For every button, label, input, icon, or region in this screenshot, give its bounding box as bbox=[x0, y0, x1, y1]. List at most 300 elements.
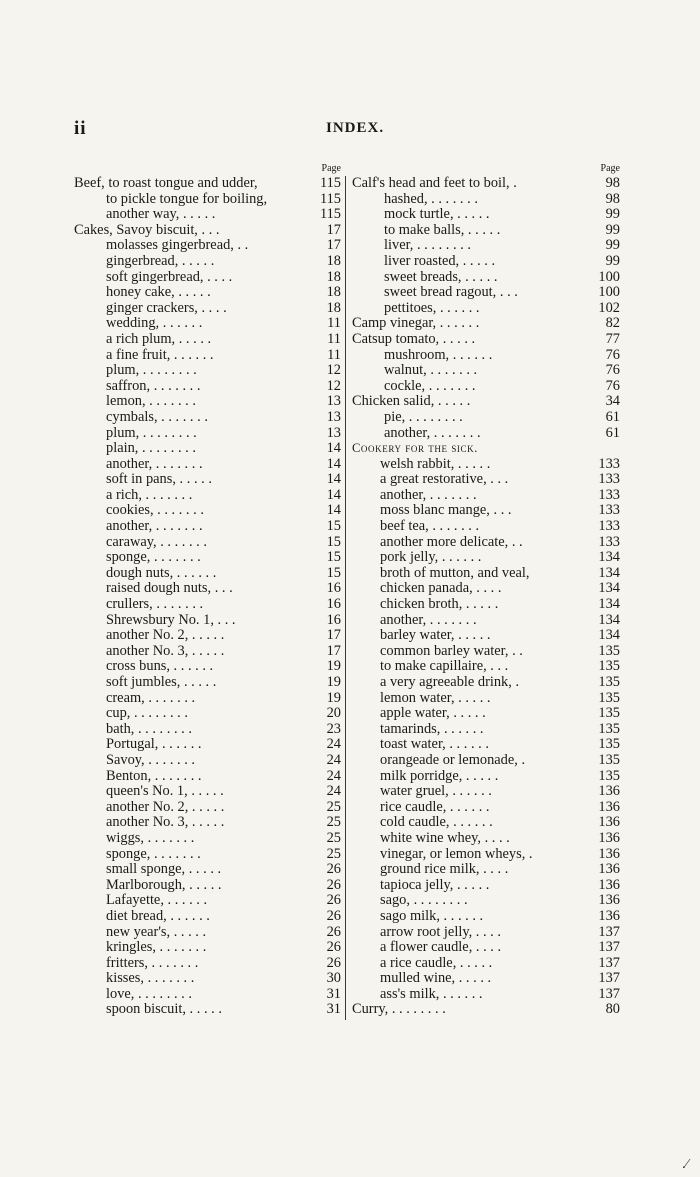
entry-text: gingerbread, . . . . . bbox=[106, 252, 215, 269]
entry-page: 16 bbox=[326, 580, 341, 597]
entry-page: 115 bbox=[319, 175, 341, 191]
entry-text: caraway, . . . . . . . bbox=[106, 533, 207, 550]
entry-page: 82 bbox=[605, 315, 620, 332]
entry-page: 136 bbox=[598, 907, 620, 924]
entry-page: 11 bbox=[327, 330, 341, 347]
entry-text: dough nuts, . . . . . . bbox=[106, 564, 217, 581]
entry-text: water gruel, . . . . . . bbox=[380, 783, 492, 800]
index-entry bbox=[352, 176, 620, 192]
index-entry bbox=[74, 737, 341, 753]
index-entry bbox=[74, 800, 341, 816]
entry-page: 134 bbox=[598, 564, 620, 581]
entry-text: another No. 3, . . . . . bbox=[106, 642, 225, 659]
entry-page: 136 bbox=[598, 845, 620, 862]
entry-text: Camp vinegar, . . . . . . bbox=[352, 315, 480, 332]
entry-text: a rich, . . . . . . . bbox=[106, 486, 193, 503]
entry-page: 18 bbox=[326, 284, 341, 301]
index-entry bbox=[352, 831, 620, 847]
index-entry bbox=[74, 581, 341, 597]
index-entry bbox=[352, 581, 620, 597]
entry-page: 13 bbox=[326, 424, 341, 441]
entry-text: chicken broth, . . . . . bbox=[380, 596, 499, 613]
entry-page: 133 bbox=[598, 455, 620, 472]
index-entry bbox=[74, 659, 341, 675]
index-entry bbox=[74, 847, 341, 863]
entry-text: broth of mutton, and veal, bbox=[380, 564, 530, 581]
entry-page: 24 bbox=[326, 783, 341, 800]
entry-page: 100 bbox=[598, 268, 620, 285]
index-entry bbox=[352, 956, 620, 972]
index-entry bbox=[74, 254, 341, 270]
entry-text: sago milk, . . . . . . bbox=[380, 907, 484, 924]
entry-page: 136 bbox=[598, 798, 620, 815]
entry-page: 136 bbox=[598, 876, 620, 893]
index-entry bbox=[352, 893, 620, 909]
entry-text: hashed, . . . . . . . bbox=[384, 190, 478, 207]
entry-page: 137 bbox=[598, 970, 620, 987]
index-entry bbox=[74, 270, 341, 286]
index-entry bbox=[352, 192, 620, 208]
entry-text: cream, . . . . . . . bbox=[106, 689, 196, 706]
index-entry bbox=[352, 238, 620, 254]
entry-page: 18 bbox=[326, 252, 341, 269]
entry-text: another, . . . . . . . bbox=[380, 486, 477, 503]
index-entry bbox=[352, 987, 620, 1003]
entry-text: pettitoes, . . . . . . bbox=[384, 299, 480, 316]
index-entry bbox=[74, 753, 341, 769]
index-entry bbox=[74, 597, 341, 613]
entry-text: cup, . . . . . . . . bbox=[106, 705, 188, 722]
entry-text: honey cake, . . . . . bbox=[106, 284, 211, 301]
entry-text: another, . . . . . . . bbox=[384, 424, 481, 441]
page-title: INDEX. bbox=[326, 120, 385, 136]
index-entry bbox=[74, 862, 341, 878]
entry-page: 17 bbox=[326, 627, 341, 644]
index-column-right bbox=[352, 160, 620, 1018]
entry-page: 136 bbox=[598, 892, 620, 909]
entry-text: Calf's head and feet to boil, . bbox=[352, 175, 517, 191]
entry-text: another, . . . . . . . bbox=[106, 518, 203, 535]
entry-text: another No. 2, . . . . . bbox=[106, 627, 225, 644]
entry-page: 12 bbox=[326, 377, 341, 394]
index-entry bbox=[74, 238, 341, 254]
entry-page: 133 bbox=[598, 518, 620, 535]
index-entry bbox=[352, 254, 620, 270]
entry-text: plum, . . . . . . . . bbox=[106, 424, 197, 441]
entry-text: another No. 2, . . . . . bbox=[106, 798, 225, 815]
entry-page: 18 bbox=[326, 268, 341, 285]
index-entry bbox=[352, 223, 620, 239]
entry-text: another more delicate, . . bbox=[380, 533, 523, 550]
index-entry bbox=[74, 613, 341, 629]
entry-page: 19 bbox=[326, 689, 341, 706]
entry-text: kringles, . . . . . . . bbox=[106, 939, 207, 956]
index-entry bbox=[352, 207, 620, 223]
entry-page: 99 bbox=[605, 206, 620, 223]
entry-text: a very agreeable drink, . bbox=[380, 674, 520, 690]
entry-text: another No. 3, . . . . . bbox=[106, 814, 225, 831]
index-entry bbox=[352, 737, 620, 753]
entry-page: 133 bbox=[598, 486, 620, 503]
index-entry bbox=[352, 316, 620, 332]
index-entry bbox=[352, 800, 620, 816]
index-entry bbox=[74, 971, 341, 987]
entry-page: 31 bbox=[326, 985, 341, 1002]
index-entry bbox=[352, 332, 620, 348]
index-entry bbox=[352, 878, 620, 894]
entry-page: 135 bbox=[598, 767, 620, 784]
entry-page: 26 bbox=[326, 892, 341, 909]
entry-page: 31 bbox=[326, 1001, 341, 1018]
entry-page: 30 bbox=[326, 970, 341, 987]
entry-text: beef tea, . . . . . . . bbox=[380, 518, 480, 535]
index-entry bbox=[74, 769, 341, 785]
entry-text: Portugal, . . . . . . bbox=[106, 736, 202, 753]
index-entry bbox=[74, 909, 341, 925]
index-entry bbox=[352, 847, 620, 863]
index-entry bbox=[74, 893, 341, 909]
entry-page: 17 bbox=[326, 221, 341, 238]
entry-text: sago, . . . . . . . . bbox=[380, 892, 468, 909]
entry-page: 15 bbox=[326, 518, 341, 535]
entry-text: another, . . . . . . . bbox=[380, 611, 477, 628]
entry-page: 135 bbox=[598, 705, 620, 722]
entry-text: sweet bread ragout, . . . bbox=[384, 284, 518, 301]
entry-text: rice caudle, . . . . . . bbox=[380, 798, 490, 815]
entry-text: Catsup tomato, . . . . . bbox=[352, 330, 476, 347]
entry-text: cymbals, . . . . . . . bbox=[106, 408, 208, 425]
index-entry bbox=[352, 613, 620, 629]
entry-page: 135 bbox=[598, 642, 620, 659]
index-entry bbox=[74, 940, 341, 956]
entry-page: 14 bbox=[326, 440, 341, 457]
index-entry bbox=[352, 488, 620, 504]
index-entry bbox=[352, 862, 620, 878]
entry-page: 137 bbox=[598, 954, 620, 971]
entry-page: 25 bbox=[326, 798, 341, 815]
entry-text: kisses, . . . . . . . bbox=[106, 970, 195, 987]
entry-page: 134 bbox=[598, 627, 620, 644]
index-entry bbox=[352, 909, 620, 925]
entry-page: 23 bbox=[326, 720, 341, 737]
index-entry bbox=[74, 363, 341, 379]
entry-page: 135 bbox=[598, 720, 620, 737]
index-entry bbox=[352, 519, 620, 535]
entry-page: 136 bbox=[598, 783, 620, 800]
entry-page: 24 bbox=[326, 736, 341, 753]
index-entry bbox=[74, 831, 341, 847]
index-entry bbox=[352, 659, 620, 675]
entry-text: mulled wine, . . . . . bbox=[380, 970, 492, 987]
index-entry bbox=[352, 285, 620, 301]
column-divider bbox=[345, 176, 346, 1020]
page-number: ii bbox=[74, 118, 87, 139]
entry-text: barley water, . . . . . bbox=[380, 627, 491, 644]
entry-page: 19 bbox=[326, 674, 341, 690]
entry-text: liver, . . . . . . . . bbox=[384, 237, 471, 254]
entry-text: moss blanc mange, . . . bbox=[380, 502, 512, 519]
index-entry bbox=[74, 426, 341, 442]
entry-page: 15 bbox=[326, 564, 341, 581]
entry-page: 26 bbox=[326, 861, 341, 878]
entry-page: 13 bbox=[326, 408, 341, 425]
entry-text: raised dough nuts, . . . bbox=[106, 580, 233, 597]
entry-page: 76 bbox=[605, 377, 620, 394]
index-entry bbox=[352, 769, 620, 785]
entry-text: to make balls, . . . . . bbox=[384, 221, 501, 238]
entry-page: 20 bbox=[326, 705, 341, 722]
entry-text: Curry, . . . . . . . . bbox=[352, 1001, 446, 1018]
index-entry bbox=[74, 176, 341, 192]
entry-text: a fine fruit, . . . . . . bbox=[106, 346, 214, 363]
page-label-text: Page bbox=[600, 163, 620, 174]
entry-page: 136 bbox=[598, 861, 620, 878]
entry-page: 34 bbox=[605, 393, 620, 410]
entry-text: cross buns, . . . . . . bbox=[106, 658, 214, 675]
index-entry bbox=[74, 441, 341, 457]
index-entry bbox=[74, 301, 341, 317]
index-entry bbox=[74, 285, 341, 301]
index-entry bbox=[352, 426, 620, 442]
index-entry bbox=[74, 472, 341, 488]
index-entry bbox=[352, 675, 620, 691]
entry-text: ground rice milk, . . . . bbox=[380, 861, 509, 878]
entry-text: chicken panada, . . . . bbox=[380, 580, 502, 597]
entry-text: a rich plum, . . . . . bbox=[106, 330, 212, 347]
entry-text: liver roasted, . . . . . bbox=[384, 252, 496, 269]
index-column-left bbox=[74, 160, 341, 1018]
entry-text: Shrewsbury No. 1, . . . bbox=[106, 611, 236, 628]
entry-page: 115 bbox=[319, 206, 341, 223]
entry-page: 15 bbox=[326, 549, 341, 566]
index-entry bbox=[74, 1002, 341, 1018]
entry-page: 14 bbox=[326, 502, 341, 519]
index-entry bbox=[74, 550, 341, 566]
index-entry bbox=[74, 394, 341, 410]
page-header bbox=[0, 118, 700, 142]
entry-text: lemon water, . . . . . bbox=[380, 689, 491, 706]
entry-page: 13 bbox=[326, 393, 341, 410]
page-column-label bbox=[74, 160, 341, 176]
entry-text: queen's No. 1, . . . . . bbox=[106, 783, 224, 800]
entry-page: 16 bbox=[326, 611, 341, 628]
page-column-label bbox=[352, 160, 620, 176]
entry-page: 24 bbox=[326, 767, 341, 784]
entry-text: sweet breads, . . . . . bbox=[384, 268, 498, 285]
entry-page: 11 bbox=[327, 315, 341, 332]
entry-page: 61 bbox=[605, 424, 620, 441]
entry-text: small sponge, . . . . . bbox=[106, 861, 222, 878]
entry-page: 135 bbox=[598, 689, 620, 706]
entry-text: common barley water, . . bbox=[380, 642, 523, 659]
index-entry bbox=[352, 301, 620, 317]
index-entry bbox=[74, 535, 341, 551]
entry-page: 14 bbox=[326, 471, 341, 488]
entry-page: 99 bbox=[605, 237, 620, 254]
entry-text: toast water, . . . . . . bbox=[380, 736, 489, 753]
entry-page: 134 bbox=[598, 549, 620, 566]
entry-text: another, . . . . . . . bbox=[106, 455, 203, 472]
entry-page: 12 bbox=[326, 362, 341, 379]
entry-text: arrow root jelly, . . . . bbox=[380, 923, 501, 940]
index-entry bbox=[352, 472, 620, 488]
entry-page: 26 bbox=[326, 876, 341, 893]
entry-page: 134 bbox=[598, 611, 620, 628]
entry-page: 25 bbox=[326, 814, 341, 831]
entry-page: 100 bbox=[598, 284, 620, 301]
entry-page: 16 bbox=[326, 596, 341, 613]
index-entry bbox=[74, 925, 341, 941]
entry-page: 11 bbox=[327, 346, 341, 363]
entry-text: wiggs, . . . . . . . bbox=[106, 829, 195, 846]
entry-text: sponge, . . . . . . . bbox=[106, 549, 201, 566]
index-entry bbox=[74, 488, 341, 504]
entry-text: a rice caudle, . . . . . bbox=[380, 954, 493, 971]
index-entry bbox=[74, 722, 341, 738]
entry-text: another way, . . . . . bbox=[106, 206, 216, 223]
entry-text: Savoy, . . . . . . . bbox=[106, 751, 196, 768]
index-entry bbox=[74, 348, 341, 364]
entry-text: to make capillaire, . . . bbox=[380, 658, 509, 675]
entry-text: plum, . . . . . . . . bbox=[106, 362, 197, 379]
entry-text: fritters, . . . . . . . bbox=[106, 954, 199, 971]
entry-text: pork jelly, . . . . . . bbox=[380, 549, 482, 566]
index-entry bbox=[352, 410, 620, 426]
entry-page: 14 bbox=[326, 486, 341, 503]
entry-text: diet bread, . . . . . . bbox=[106, 907, 210, 924]
entry-text: Cookery for the sick. bbox=[352, 441, 478, 456]
entry-text: Beef, to roast tongue and udder, bbox=[74, 175, 258, 191]
entry-page: 99 bbox=[605, 252, 620, 269]
entry-page: 98 bbox=[605, 190, 620, 207]
entry-page: 26 bbox=[326, 923, 341, 940]
index-entry bbox=[74, 987, 341, 1003]
index-entry bbox=[352, 363, 620, 379]
index-entry bbox=[352, 753, 620, 769]
entry-page: 17 bbox=[326, 237, 341, 254]
entry-page: 98 bbox=[605, 175, 620, 191]
index-entry bbox=[74, 691, 341, 707]
index-entry bbox=[74, 503, 341, 519]
entry-page: 17 bbox=[326, 642, 341, 659]
entry-page: 102 bbox=[598, 299, 620, 316]
entry-page: 137 bbox=[598, 985, 620, 1002]
entry-page: 18 bbox=[326, 299, 341, 316]
entry-page: 24 bbox=[326, 751, 341, 768]
entry-text: milk porridge, . . . . . bbox=[380, 767, 499, 784]
entry-text: cold caudle, . . . . . . bbox=[380, 814, 493, 831]
entry-page: 133 bbox=[598, 502, 620, 519]
index-entry bbox=[74, 457, 341, 473]
entry-text: soft in pans, . . . . . bbox=[106, 471, 212, 488]
entry-page: 135 bbox=[598, 658, 620, 675]
entry-text: spoon biscuit, . . . . . bbox=[106, 1001, 222, 1018]
entry-page: 19 bbox=[326, 658, 341, 675]
entry-text: crullers, . . . . . . . bbox=[106, 596, 204, 613]
entry-text: lemon, . . . . . . . bbox=[106, 393, 196, 410]
index-entry bbox=[352, 457, 620, 473]
entry-text: new year's, . . . . . bbox=[106, 923, 207, 940]
index-entry bbox=[74, 644, 341, 660]
index-entry bbox=[352, 644, 620, 660]
entry-page: 76 bbox=[605, 362, 620, 379]
index-entry bbox=[352, 925, 620, 941]
index-entry bbox=[352, 1002, 620, 1018]
entry-text: molasses gingerbread, . . bbox=[106, 237, 249, 254]
index-entry bbox=[74, 956, 341, 972]
entry-page: 136 bbox=[598, 814, 620, 831]
entry-text: tamarinds, . . . . . . bbox=[380, 720, 484, 737]
entry-page: 135 bbox=[598, 674, 620, 690]
index-entry bbox=[352, 270, 620, 286]
index-entry bbox=[74, 784, 341, 800]
entry-page: 134 bbox=[598, 580, 620, 597]
index-entry bbox=[74, 519, 341, 535]
entry-page: 76 bbox=[605, 346, 620, 363]
entry-text: apple water, . . . . . bbox=[380, 705, 486, 722]
entry-page: 26 bbox=[326, 939, 341, 956]
index-entry bbox=[74, 410, 341, 426]
index-entry bbox=[352, 971, 620, 987]
entry-text: Lafayette, . . . . . . bbox=[106, 892, 208, 909]
entry-text: pie, . . . . . . . . bbox=[384, 408, 463, 425]
index-entry bbox=[352, 394, 620, 410]
index-entry bbox=[74, 316, 341, 332]
index-entry bbox=[352, 597, 620, 613]
entry-text: wedding, . . . . . . bbox=[106, 315, 203, 332]
entry-text: walnut, . . . . . . . bbox=[384, 362, 478, 379]
entry-text: cookies, . . . . . . . bbox=[106, 502, 204, 519]
entry-text: to pickle tongue for boiling, bbox=[106, 190, 268, 207]
entry-text: a great restorative, . . . bbox=[380, 471, 509, 488]
entry-page: 115 bbox=[319, 190, 341, 207]
index-entry bbox=[74, 332, 341, 348]
entry-page: 134 bbox=[598, 596, 620, 613]
entry-text: plain, . . . . . . . . bbox=[106, 440, 196, 457]
entry-text: a flower caudle, . . . . bbox=[380, 939, 502, 956]
index-entry bbox=[74, 379, 341, 395]
index-entry bbox=[74, 223, 341, 239]
entry-page: 26 bbox=[326, 954, 341, 971]
entry-text: bath, . . . . . . . . bbox=[106, 720, 192, 737]
index-entry bbox=[352, 348, 620, 364]
entry-page: 137 bbox=[598, 923, 620, 940]
entry-text: ginger crackers, . . . . bbox=[106, 299, 227, 316]
entry-text: sponge, . . . . . . . bbox=[106, 845, 201, 862]
index-entry bbox=[352, 628, 620, 644]
entry-page: 15 bbox=[326, 533, 341, 550]
entry-page: 14 bbox=[326, 455, 341, 472]
entry-text: saffron, . . . . . . . bbox=[106, 377, 201, 394]
index-entry bbox=[74, 675, 341, 691]
entry-text: tapioca jelly, . . . . . bbox=[380, 876, 490, 893]
entry-text: Benton, . . . . . . . bbox=[106, 767, 202, 784]
entry-page: 133 bbox=[598, 533, 620, 550]
entry-page: 137 bbox=[598, 939, 620, 956]
index-entry bbox=[352, 566, 620, 582]
entry-page: 133 bbox=[598, 471, 620, 488]
index-entry bbox=[352, 535, 620, 551]
entry-text: soft gingerbread, . . . . bbox=[106, 268, 233, 285]
entry-page: 80 bbox=[605, 1001, 620, 1018]
page-label-text: Page bbox=[321, 163, 341, 174]
index-entry bbox=[352, 815, 620, 831]
printer-mark: .⁄ bbox=[682, 1157, 688, 1172]
index-entry bbox=[74, 815, 341, 831]
index-entry bbox=[352, 691, 620, 707]
index-entry bbox=[352, 706, 620, 722]
entry-text: cockle, . . . . . . . bbox=[384, 377, 476, 394]
